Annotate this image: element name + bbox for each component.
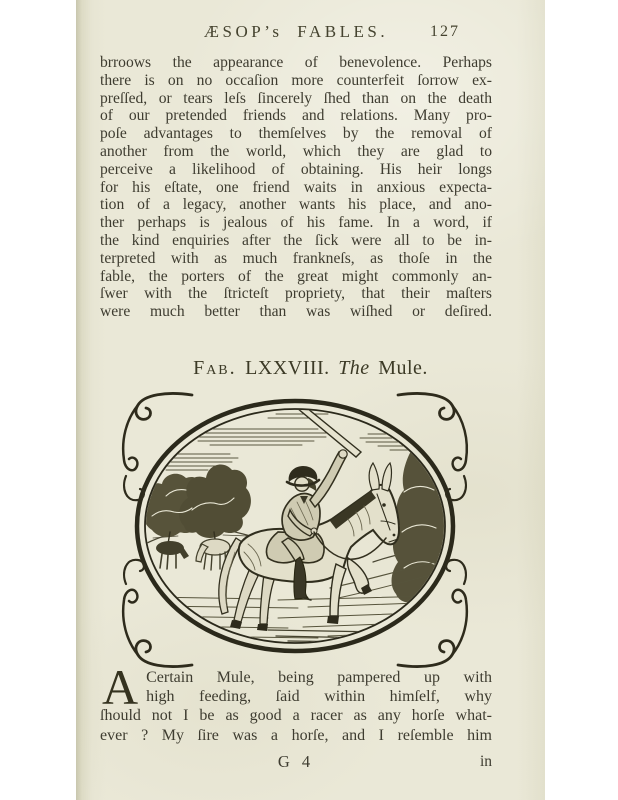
catchword: in [479, 753, 492, 770]
text-line: for his eſtate, one friend waits in anxious expecta- [100, 178, 492, 196]
running-header [100, 22, 492, 42]
text-line: of our pretended friends and relations. Many pro- [100, 107, 492, 125]
fable-moral-paragraph [100, 54, 492, 321]
fable-opening-paragraph [100, 659, 492, 745]
fable-label: Fab. [193, 357, 237, 379]
text-line: fable, the porters of the great might commonly an- [100, 267, 492, 285]
text-line: brroows the appearance of benevolence. Perhaps [100, 54, 492, 71]
text-line: tion of a legacy, another wants his place, and ano- [100, 196, 492, 214]
text-line: there is on no occaſion more counterfeit ſorrow ex- [100, 71, 492, 89]
fable-heading [76, 357, 545, 380]
fable-subject: Mule. [378, 357, 428, 379]
header-title: ÆSOP’s FABLES. [203, 22, 389, 41]
fable-numeral: LXXVIII. [245, 357, 330, 379]
text-line: Certain Mule, being pampered up with [146, 669, 492, 686]
text-line: poſe advantages to themſelves by the removal of [100, 125, 492, 143]
page-footer [100, 752, 492, 774]
text-line: preſſed, or tears leſs ſincerely ſhed than on the death [100, 89, 492, 107]
text-line: the kind enquiries after the ſick were all to be in- [100, 231, 492, 249]
text-line: ſwer with the ſtricteſt propriety, that their maſters [100, 285, 492, 303]
rider-fist [339, 450, 347, 458]
page-number: 127 [430, 23, 460, 40]
drop-cap: A [102, 659, 139, 715]
text-line: were much better than was wiſhed or deſired. [100, 303, 492, 321]
text-line: another from the world, which they are glad to [100, 142, 492, 160]
fable-illustration [118, 392, 472, 668]
text-line: terpreted with as much frankneſs, as thoſe in the [100, 249, 492, 267]
text-line: ever ? My ſire was a horſe, and I reſemble him [100, 726, 492, 744]
text-line: ther perhaps is jealous of his fame. In a word, if [100, 214, 492, 232]
text-line: high feeding, ſaid within himſelf, why [146, 688, 492, 706]
mule-ear [382, 463, 391, 491]
text-line: perceive a likelihood of obtaining. His heir longs [100, 160, 492, 178]
fable-article: The [338, 357, 370, 379]
grazing-horses [156, 539, 230, 570]
mule-ear [369, 463, 379, 490]
signature-mark: G 4 [277, 752, 315, 771]
book-page [76, 0, 545, 800]
text-line: ſhould not I be as good a racer as any horſe what- [100, 707, 492, 725]
